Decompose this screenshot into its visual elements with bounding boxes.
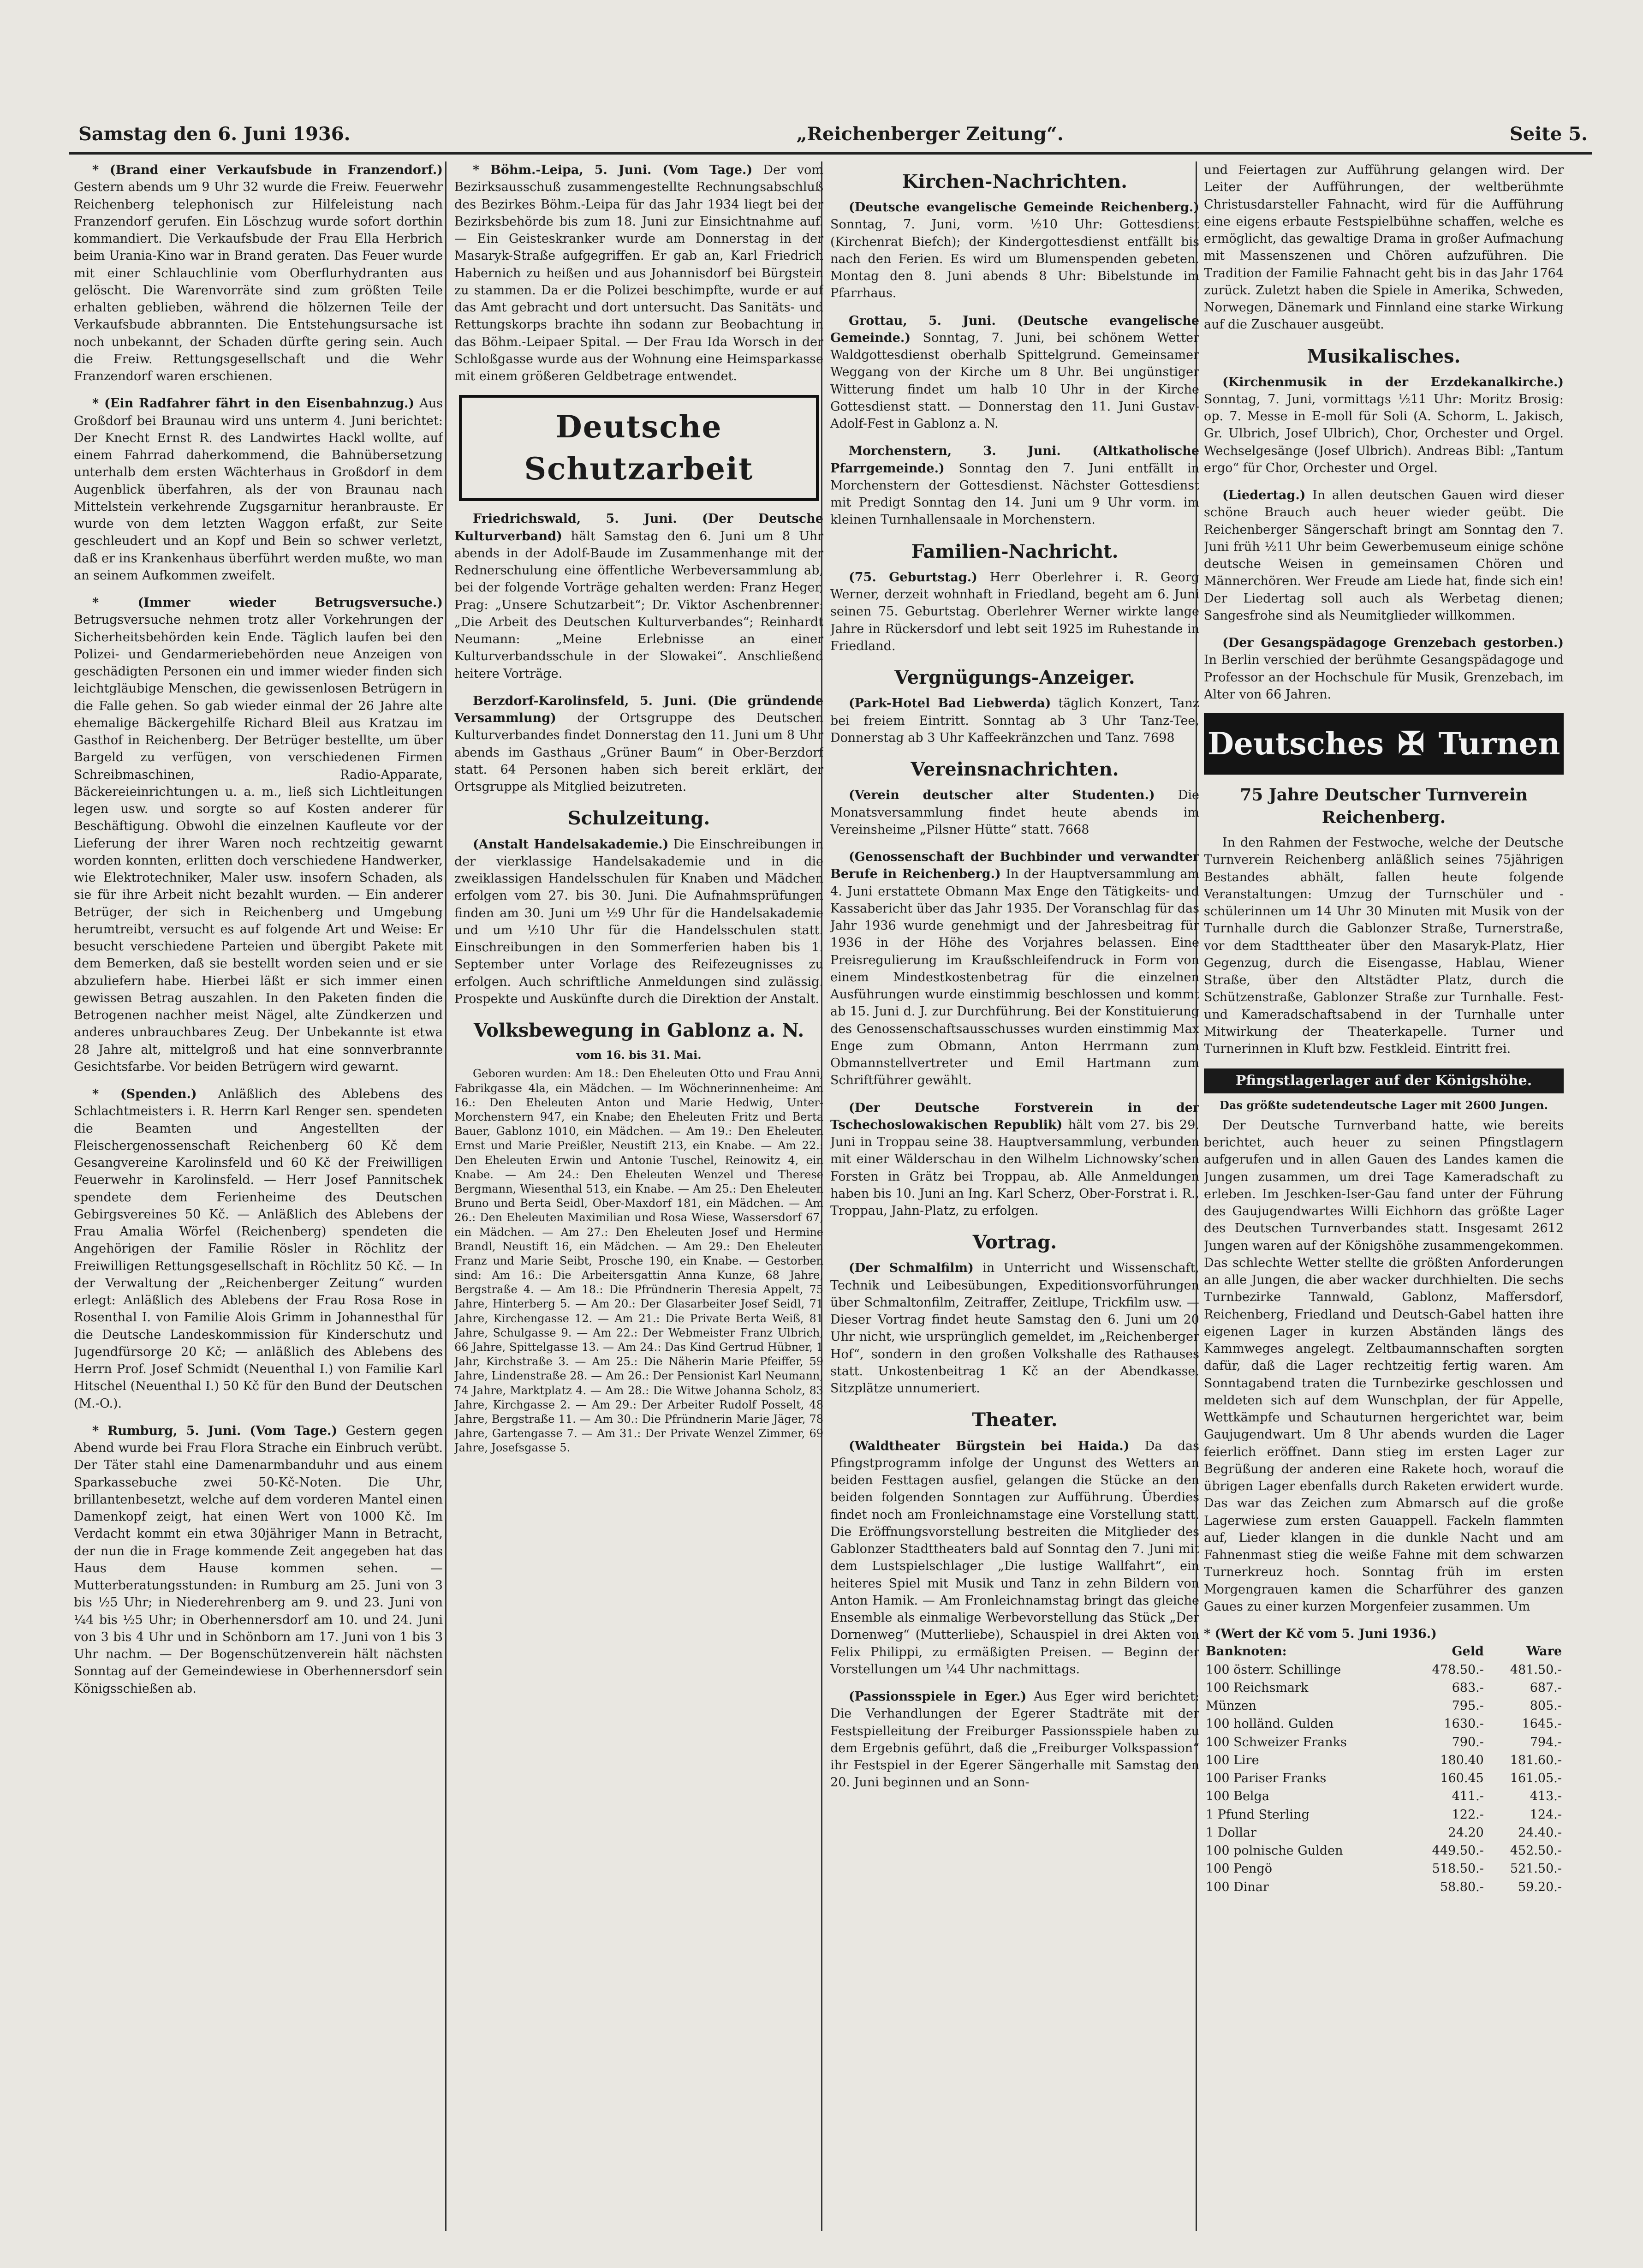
table-cell: 124.- <box>1530 1807 1562 1822</box>
table-cell: 790.- <box>1452 1735 1484 1749</box>
section-banner-schutzarbeit: Deutsche Schutzarbeit <box>459 395 819 501</box>
table-cell: 521.50.- <box>1510 1862 1562 1876</box>
header-page-number: Seite 5. <box>1509 123 1588 145</box>
column-2 <box>454 161 823 2240</box>
article <box>74 161 443 385</box>
banner-left-word: Deutsches <box>1207 725 1384 762</box>
section-subtitle: 75 Jahre Deutscher Turnverein Reichenberg. <box>1240 785 1528 828</box>
table-row <box>1204 1697 1564 1715</box>
article-text: In allen deutschen Gauen wird dieser schöne Brauch auch heuer wieder geübt. Die Reichenberger Sängerschaft bringt am Sonntag den 7. Juni früh ½11 Uhr beim Gewerbemuseum einige schöne deutsche Weisen in gemeinsamen Chören und Männerchören. Wer Freude am Liede hat, finde sich ein! Der Liedertag soll auch als Werbetag dienen; Sangesfrohe sind als Neumitglieder willkommen. <box>1204 488 1564 623</box>
article-text: in Unterricht und Wissenschaft, Technik und Leibesübungen, Expeditionsvorführungen über Schmaltonfilm, Zeitraffer, Zeitlupe, Trickfilm usw. — Dieser Vortrag findet heute Samstag den 6. Juni um 20 Uhr nicht, wie ursprünglich gemeldet, im „Reichenberger Hof“, sondern in den großen Volkshalle des Rathauses statt. Unkostenbeitrag 1 Kč an der Abendkasse. Sitzplätze unnumeriert. <box>830 1261 1199 1396</box>
table-cell: 683.- <box>1452 1680 1484 1695</box>
section-title: Familien-Nachricht. <box>911 540 1119 562</box>
article <box>74 395 443 584</box>
header-paper-name: „Reichenberger Zeitung“. <box>796 123 1064 145</box>
article-text: Herr Oberlehrer i. R. Georg Werner, derzeit wohnhaft in Friedland, begeht am 6. Juni seinen 75. Geburtstag. Oberlehrer Werner wirkte lange Jahre in Rückersdorf und lebt seit 1925 im Ruhestande in Friedland. <box>830 570 1199 653</box>
table-cell: 478.50.- <box>1432 1662 1484 1677</box>
article-text: In der Hauptversammlung am 4. Juni erstattete Obmann Max Enge den Tätigkeits- und Kassabericht über das Jahr 1935. Der Voranschlag für das Jahr 1936 wurde genehmigt und der Jahresbeitrag für 1936 in der Höhe des Vorjahres belassen. Eine Preisregulierung im Kraußschleifendruck in Form von einem Mindestkostenbetrag für die einzelnen Ausführungen wurde einstimmig beschlossen und kommt ab 15. Juni d. J. zur Durchführung. Bei der Konstituierung des Genossenschaftsausschusses wurden einstimmig Max Enge zum Obmann, Anton Herrmann zum Obmannstellvertreter und Emil Hartmann zum Schriftführer gewählt. <box>830 867 1199 1088</box>
table-row <box>1204 1806 1564 1824</box>
table-cell: 181.60.- <box>1510 1753 1562 1767</box>
page-header <box>78 118 1588 150</box>
article-text: Da das Pfingstprogramm infolge der Ungunst des Wetters an beiden Festtagen ausfiel, gelangen die Stücke an den beiden folgenden Sonntagen zur Aufführung. Überdies findet noch am Fronleichnamstage eine Vorstellung statt. Die Eröffnungsvorstellung bestreiten die Mitglieder des Gablonzer Stadttheaters bald auf Sonntag den 7. Juni mit dem Lustspielschlager „Die lustige Wallfahrt“, ein heiteres Spiel mit Musik und Tanz in zehn Bildern von Anton Hamik. — Am Fronleichnamstag bringt das gleiche Ensemble als einmalige Werbevorstellung das Stück „Der Dornenweg“ (Mutterliebe), Schauspiel in drei Akten von Felix Philippi, zu ermäßigten Preisen. — Beginn der Vorstellungen um ¼4 Uhr nachmittags. <box>830 1438 1199 1677</box>
article-heading: (Der Schmalfilm) <box>849 1261 974 1276</box>
article-heading: * (Brand einer Verkaufsbude in Franzendorf.) <box>92 163 443 177</box>
exchange-rates-table <box>1204 1642 1564 1896</box>
table-cell: 122.- <box>1452 1807 1484 1822</box>
article-text: In Berlin verschied der berühmte Gesangspädagoge und Professor an der Hochschule für Musik, Grenzebach, im Alter von 66 Jahren. <box>1204 653 1564 702</box>
table-cell: Münzen <box>1206 1699 1257 1713</box>
turner-cross-icon: ✠ <box>1397 724 1425 763</box>
section-title: Volksbewegung in Gablonz a. N. <box>473 1020 804 1042</box>
table-row <box>1204 1751 1564 1769</box>
article <box>830 1099 1199 1220</box>
table-row <box>1204 1842 1564 1860</box>
article-text: Sonntag, 7. Juni, bei schönem Wetter Waldgottesdienst oberhalb Spittelgrund. Gemeinsamer Weggang von der Kirche um 8 Uhr. Bei ungünstiger Witterung findet um halb 10 Uhr in der Kirche Gottesdienst statt. — Donnerstag den 11. Juni Gustav-Adolf-Fest in Gablonz a. N. <box>830 330 1199 431</box>
article-heading: (Anstalt Handelsakademie.) <box>473 837 669 852</box>
section-title: Theater. <box>972 1409 1058 1431</box>
article-heading: (Waldtheater Bürgstein bei Haida.) <box>849 1438 1130 1453</box>
article <box>1204 834 1564 1057</box>
table-row <box>1204 1860 1564 1878</box>
table-cell: 100 polnische Gulden <box>1206 1844 1343 1858</box>
table-cell: 795.- <box>1452 1699 1484 1713</box>
section-title: Kirchen-Nachrichten. <box>902 171 1128 192</box>
article-text: Gestern gegen Abend wurde bei Frau Flora Strache ein Einbruch verübt. Der Täter stahl eine Damenarmbanduhr und aus einem Sparkassebuche zwei 50-Kč-Noten. Die Uhr, brillantenbesetzt, welche auf dem vorderen Mantel einen Damenkopf zeigt, hat einen Wert von 1000 Kč. Im Verdacht kommt ein etwa 30jähriger Mann in Betracht, der nun die in Frage kommende Zeit angegeben hat das Haus dem Hause kommen sehen. — Mutterberatungsstunden: in Rumburg am 25. Juni von 3 bis ½5 Uhr; in Niederehrenberg am 9. und 23. Juni von ¼4 bis ½5 Uhr; in Oberhennersdorf am 10. und 24. Juni von 3 bis 4 Uhr und in Schönborn am 17. Juni von 1 bis 3 Uhr nachm. — Der Bogenschützenverein hält nächsten Sonntag auf der Gemeindewiese in Oberhennersdorf sein Königsschießen ab. <box>74 1423 443 1696</box>
table-cell: 449.50.- <box>1432 1844 1484 1858</box>
article-heading: * Rumburg, 5. Juni. (Vom Tage.) <box>92 1423 338 1438</box>
table-cell: 1645.- <box>1522 1717 1562 1731</box>
article <box>454 510 823 682</box>
table-cell: 1630.- <box>1444 1717 1484 1731</box>
table-row <box>1204 1787 1564 1805</box>
article <box>830 1438 1199 1678</box>
table-cell: 100 Reichsmark <box>1206 1680 1309 1695</box>
article-heading: (Genossenschaft der Buchbinder und verwandter Berufe in Reichenberg.) <box>830 850 1199 882</box>
column-divider <box>445 161 446 2231</box>
table-cell: 59.20.- <box>1518 1880 1562 1894</box>
article-heading: (Der Deutsche Forstverein in der Tschechoslowakischen Republik) <box>830 1100 1199 1132</box>
table-cell: 100 Pariser Franks <box>1206 1771 1327 1786</box>
article-heading: Morchenstern, 3. Juni. (Altkatholische Pfarrgemeinde.) <box>830 444 1199 476</box>
table-cell: 100 Pengö <box>1206 1862 1272 1876</box>
article <box>454 836 823 1008</box>
article <box>830 1259 1199 1397</box>
article-heading: (Kirchenmusik in der Erzdekanalkirche.) <box>1222 375 1564 389</box>
header-date: Samstag den 6. Juni 1936. <box>78 123 351 145</box>
article <box>1204 161 1564 334</box>
table-cell: 180.40 <box>1440 1753 1484 1767</box>
table-header-cell: Ware <box>1526 1644 1562 1659</box>
section-title: Vortrag. <box>972 1231 1057 1253</box>
article-heading: (Liedertag.) <box>1222 488 1306 503</box>
table-cell: 100 Lire <box>1206 1753 1259 1767</box>
article <box>830 199 1199 302</box>
article <box>454 161 823 385</box>
article <box>454 1067 823 1455</box>
article <box>830 442 1199 528</box>
table-cell: 100 Belga <box>1206 1789 1269 1804</box>
article-heading: * Böhm.-Leipa, 5. Juni. (Vom Tage.) <box>473 163 753 177</box>
table-cell: 687.- <box>1530 1680 1562 1695</box>
article <box>830 1688 1199 1791</box>
section-title: Vereinsnachrichten. <box>911 758 1119 781</box>
article-heading: (Der Gesangspädagoge Grenzebach gestorben.) <box>1222 636 1564 651</box>
article-heading: Friedrichswald, 5. Juni. (Der Deutsche Kulturverband) <box>454 512 823 543</box>
article-text: Der Deutsche Turnverband hatte, wie bereits berichtet, auch heuer zu seinen Pfingstlagern aufgerufen und in allen Gauen des Landes kamen die Jungen zusammen, um drei Tage Kameradschaft zu erleben. Im Jeschken-Iser-Gau fand unter der Führung des Gaujugendwartes Willi Eichhorn das größte Lager des Deutschen Turnverbandes statt. Insgesamt 2612 Jungen waren auf der Königshöhe zusammengekommen. Das schlechte Wetter stellte die größten Anforderungen an alle Jungen, die aber wacker durchhielten. Die sechs Turnbezirke Tannwald, Gablonz, Maffersdorf, Reichenberg, Friedland und Deutsch-Gabel hatten ihre eigenen Lager in kurzen Abständen längs des Kammweges angelegt. Zeltbaumannschaften sorgten dafür, daß die Lager rechtzeitig fertig waren. Am Sonntagabend traten die Turnbezirke geschlossen und meldeten sich auf dem Wunschplan, der für Appelle, Wettkämpfe und Schauturnen hergerichtet war, beim Gaujugendwart. Um 8 Uhr abends wurden die Lager feierlich eröffnet. Dann stieg im ersten Lager zur Begrüßung der anderen eine Rakete hoch, worauf die übrigen Lager ebenfalls durch Raketen erwidert wurde. Das war das Zeichen zum Abmarsch auf die große Lagerwiese zum ersten Gauappell. Fackeln flammten auf, Lieder klangen in die dunkle Nacht und am Fahnenmast stieg die weiße Fahne mit dem schwarzen Turnerkreuz hoch. Sonntag früh im ersten Morgengrauen kamen die Scharführer des ganzen Gaues zu einer kurzen Morgenfeier zusammen. Um <box>1204 1118 1564 1614</box>
table-cell: 160.45 <box>1440 1771 1484 1786</box>
table-header-row <box>1204 1642 1564 1660</box>
table-row <box>1204 1733 1564 1751</box>
article-text: hält vom 27. bis 29. Juni in Troppau seine 38. Hauptversammlung, verbunden mit einer Wälderschau in den Wilhelm Lichnowsky’schen Forsten in Grätz bei Troppau, ab. Alle Anmeldungen haben bis 10. Juni an Ing. Karl Scherz, Ober-Forstrat i. R., Troppau, Jahn-Platz, zu erfolgen. <box>830 1117 1199 1218</box>
column-4 <box>1204 161 1564 2240</box>
article-text: Aus Großdorf bei Braunau wird uns unterm 4. Juni berichtet: Der Knecht Ernst R. des Landwirtes Hackl wollte, auf einem Fahrrad daherkommend, die Bahnübersetzung unterhalb dem ersten Wächterhaus in Großdorf in dem Augenblick überfahren, als der von Braunau nach Mittelstein verkehrende Zugsgarnitur heranbrauste. Er wurde von dem letzten Waggon erfaßt, zur Seite geschleudert und an Kopf und Bein so schwer verletzt, daß er ins Krankenhaus überführt werden mußte, wo man an seinem Aufkommen zweifelt. <box>74 396 443 583</box>
table-cell: 100 holländ. Gulden <box>1206 1717 1334 1731</box>
article-heading: (Deutsche evangelische Gemeinde Reichenberg.) <box>849 200 1199 215</box>
table-cell: 411.- <box>1452 1789 1484 1804</box>
column-1 <box>74 161 443 2240</box>
table-row <box>1204 1878 1564 1896</box>
article <box>830 695 1199 746</box>
article-text: Der vom Bezirksausschuß zusammengestellte Rechnungsabschluß des Bezirkes Böhm.-Leipa für das Jahr 1934 liegt bei der Bezirksbehörde bis zum 18. Juni zur Einsichtnahme auf. — Ein Geisteskranker wurde am Donnerstag in der Masaryk-Straße aufgegriffen. Er gab an, Karl Friedrich Habernich zu heißen und aus Johannisdorf bei Bürgstein zu stammen. Da er die Polizei beschimpfte, wurde er auf das Amt gebracht und dort untersucht. Das Sanitäts- und Rettungskorps brachte ihn sodann zur Beobachtung in das Böhm.-Leipaer Spital. — Der Frau Ida Worsch in der Schloßgasse wurde aus der Wohnung eine Heimsparkasse mit einem größeren Geldbetrage entwendet. <box>454 163 823 383</box>
article-text: der Ortsgruppe des Deutschen Kulturverbandes findet Donnerstag den 11. Juni um 8 Uhr abends im Gasthaus „Grüner Baum“ in Ober-Berzdorf statt. 64 Personen haben sich bereit erklärt, der Ortsgruppe als Mitglied beizutreten. <box>454 711 823 794</box>
article-heading: (Park-Hotel Bad Liebwerda) <box>849 696 1051 711</box>
article <box>830 848 1199 1089</box>
table-cell: 100 österr. Schillinge <box>1206 1662 1341 1677</box>
article <box>1204 487 1564 624</box>
article <box>1204 634 1564 703</box>
table-cell: 452.50.- <box>1510 1844 1562 1858</box>
section-title: Vergnügungs-Anzeiger. <box>894 667 1135 689</box>
table-cell: 58.80.- <box>1440 1880 1484 1894</box>
table-cell: 100 Schweizer Franks <box>1206 1735 1347 1749</box>
table-cell: 161.05.- <box>1510 1771 1562 1786</box>
table-cell: 24.20 <box>1448 1825 1484 1840</box>
article-text: Die Monatsversammlung findet heute abends im Vereinsheime „Pilsner Hütte“ statt. 7668 <box>830 788 1199 837</box>
article <box>1204 374 1564 477</box>
article <box>830 312 1199 433</box>
article-text: Betrugsversuche nehmen trotz aller Vorkehrungen der Sicherheitsbehörden kein Ende. Täglich laufen bei den Polizei- und Gendarmeriebehörden neue Anzeigen von geschädigten Personen ein und immer wieder finden sich leichtgläubige Menschen, die gewissenlosen Betrügern in die Falle gehen. So gab wieder einmal der 26 Jahre alte ehemalige Bäckergehilfe Richard Bleil aus Kratzau im Gasthof in Reichenberg. Der Betrüger bestellte, um über Bargeld zu verfügen, von verschiedenen Firmen Schreibmaschinen, Radio-Apparate, Bäckereieinrichtungen u. a. m., ließ sich Lichtleitungen legen usw. und sorgte so auf Kosten anderer für Beschäftigung. Obwohl die einzelnen Kaufleute vor der Lieferung der ihrer Waren noch rechtzeitig gewarnt worden konnten, erlitten doch verschiedene Handwerker, wie Elektrotechniker, Maler usw. insofern Schaden, als sie für ihre Arbeit nicht bezahlt wurden. — Ein anderer Betrüger, der sich in Reichenberg und Umgebung herumtreibt, versucht es auf folgende Art und Weise: Er besucht verschiedene Parteien und übergibt Pakete mit dem Bemerken, daß sie bestellt worden seien und er sie abzuliefern habe. Hierbei läßt er sich immer einen gewissen Betrag auszahlen. In den Paketen finden die Betrogenen nachher meist Nägel, alte Zündkerzen und anderes unbrauchbares Zeug. Der Unbekannte ist etwa 28 Jahre alt, mittelgroß und hat eine sonnverbrannte Gesichtsfarbe. Vor beiden Betrügern wird gewarnt. <box>74 613 443 1074</box>
table-cell: 1 Pfund Sterling <box>1206 1807 1310 1822</box>
article-text: Geboren wurden: Am 18.: Den Eheleuten Otto und Frau Anni, Fabrikgasse 4la, ein Mädchen. — Im Wöchnerinnenheime: Am 16.: Den Eheleuten Anton und Marie Hedwig, Unter-Morchenstern 947, ein Knabe; den Eheleuten Fritz und Berta Bauer, Gablonz 1010, ein Mädchen. — Am 19.: Den Eheleuten Ernst und Marie Preißler, Neustift 213, ein Knabe. — Am 22.: Den Eheleuten Erwin und Antonie Tuschel, Reinowitz 4, ein Knabe. — Am 24.: Den Eheleuten Wenzel und Therese Bergmann, Wiesenthal 513, ein Knabe. — Am 25.: Den Eheleuten Bruno und Berta Seidl, Ober-Maxdorf 181, ein Mädchen. — Am 26.: Den Eheleuten Maximilian und Rosa Wiese, Wassersdorf 67, ein Mädchen. — Am 27.: Den Eheleuten Josef und Hermine Brandl, Neustift 16, ein Mädchen. — Am 29.: Den Eheleuten Franz und Marie Seibt, Prosche 190, ein Knabe. — Gestorben sind: Am 16.: Die Arbeitersgattin Anna Kunze, 68 Jahre, Bergstraße 4. — Am 18.: Die Pfründnerin Theresia Appelt, 75 Jahre, Hinterberg 5. — Am 20.: Der Glasarbeiter Josef Seidl, 71 Jahre, Kirchengasse 12. — Am 21.: Die Private Berta Weiß, 81 Jahre, Schulgasse 9. — Am 22.: Der Webmeister Franz Ulbrich, 66 Jahre, Spittelgasse 13. — Am 24.: Das Kind Gertrud Hübner, 1 Jahr, Kirchstraße 3. — Am 25.: Die Näherin Marie Pfeiffer, 59 Jahre, Lindenstraße 28. — Am 26.: Der Pensionist Karl Neumann, 74 Jahre, Marktplatz 4. — Am 28.: Die Witwe Johanna Scholz, 83 Jahre, Kirchgasse 2. — Am 29.: Der Arbeiter Rudolf Posselt, 48 Jahre, Bergstraße 11. — Am 30.: Die Pfründnerin Marie Jäger, 78 Jahre, Gartengasse 7. — Am 31.: Der Private Wenzel Zimmer, 69 Jahre, Josefsgasse 5. <box>454 1067 823 1455</box>
article-text: Anläßlich des Ablebens des Schlachtmeisters i. R. Herrn Karl Renger sen. spendeten die Beamten und Angestellten der Fleischergenossenschaft Reichenberg 60 Kč dem Gesangvereine Karolinsfeld und 60 Kč der Freiwilligen Feuerwehr in Karolinsfeld. — Herr Josef Pannitschek spendete dem Ferienheime des Deutschen Gebirgsvereines 50 Kč. — Anläßlich des Ablebens der Frau Amalia Wörfel (Reichenberg) spendeten die Angehörigen der Familie Rösler in Röchlitz der Freiwilligen Rettungsgesellschaft in Röchlitz 50 Kč. — In der Verwaltung der „Reichenberger Zeitung“ wurden erlegt: Anläßlich des Ablebens der Frau Rosa Rose in Rosenthal I. von Familie Alois Grimm in Johannesthal für die Deutsche Landeskommission für Kinderschutz und Jugendfürsorge 20 Kč; — anläßlich des Ablebens des Herrn Prof. Josef Schmidt (Neuenthal I.) von Familie Karl Hitschel (Neuenthal I.) 50 Kč für den Bund der Deutschen (M.-O.). <box>74 1087 443 1411</box>
article-text: und Feiertagen zur Aufführung gelangen wird. Der Leiter der Aufführungen, der weltberühmte Christusdarsteller Fahnacht, wird für die Aufführung eine eigens erbaute Festspielbühne schaffen, welche es ermöglicht, das gewaltige Drama in großer Aufmachung mit Massenszenen und Chören aufzuführen. Die Tradition der Familie Fahnacht geht bis in das Jahr 1764 zurück. Zuletzt haben die Spiele in Amerika, Schweden, Norwegen, Dänemark und Finnland eine starke Wirkung auf die Zuschauer ausgeübt. <box>1204 163 1564 332</box>
article-text: Sonntag, 7. Juni, vorm. ½10 Uhr: Gottesdienst (Kirchenrat Biefch); der Kindergottesdienst entfällt bis nach den Ferien. Es wird um Blumenspenden gebeten. Montag den 8. Juni abends 8 Uhr: Bibelstunde im Pfarrhaus. <box>830 217 1199 301</box>
table-row <box>1204 1824 1564 1842</box>
article-text: täglich Konzert, Tanz bei freiem Eintritt. Sonntag ab 3 Uhr Tanz-Tee, Donnerstag ab 3 Uhr Kaffeekränzchen und Tanz. 7698 <box>830 696 1199 745</box>
article-heading: Berzdorf-Karolinsfeld, 5. Juni. (Die gründende Versammlung) <box>454 693 823 726</box>
table-cell: 1 Dollar <box>1206 1825 1256 1840</box>
article <box>74 1422 443 1697</box>
article-text: Sonntag den 7. Juni entfällt in Morchenstern der Gottesdienst. Nächster Gottesdienst mit Predigt Sonntag den 14. Juni um 9 Uhr vorm. im kleinen Turnhallensaale in Morchenstern. <box>830 461 1199 527</box>
article <box>454 692 823 796</box>
table-header-cell: Geld <box>1452 1644 1484 1659</box>
table-cell: 794.- <box>1530 1735 1562 1749</box>
exchange-rates-title: * (Wert der Kč vom 5. Juni 1936.) <box>1204 1627 1437 1641</box>
table-row <box>1204 1769 1564 1787</box>
table-row <box>1204 1679 1564 1697</box>
table-body <box>1204 1661 1564 1896</box>
banner-right-word: Turnen <box>1438 725 1560 762</box>
article-heading: * (Immer wieder Betrugsversuche.) <box>92 596 443 610</box>
section-title: Musikalisches. <box>1307 345 1461 367</box>
section-banner-turnen <box>1204 713 1564 775</box>
article <box>74 1086 443 1412</box>
article-heading: Grottau, 5. Juni. (Deutsche evangelische Gemeinde.) <box>830 313 1199 345</box>
section-title: Schulzeitung. <box>567 807 710 830</box>
article-heading: * (Ein Radfahrer fährt in den Eisenbahnzug.) <box>92 396 415 411</box>
article-heading: (75. Geburtstag.) <box>849 570 977 585</box>
table-cell: 24.40.- <box>1518 1825 1562 1840</box>
article <box>830 787 1199 838</box>
article-text: hält Samstag den 6. Juni um 8 Uhr abends in der Adolf-Baude im Zusammenhange mit der Rednerschulung eine öffentliche Werbeversammlung ab, bei der folgende Vorträge gehalten werden: Franz Heger, Prag: „Unsere Schutzarbeit“; Dr. Viktor Aschenbrenner: „Die Arbeit des Deutschen Kulturverbandes“; Reinhardt Neumann: „Meine Erlebnisse an einer Kulturverbandsschule in der Slowakei“. Anschließend heitere Vorträge. <box>454 529 823 681</box>
article-heading: (Passionsspiele in Eger.) <box>849 1689 1027 1704</box>
article-heading: (Verein deutscher alter Studenten.) <box>849 788 1155 803</box>
article-heading: * (Spenden.) <box>92 1087 197 1101</box>
article <box>830 569 1199 655</box>
table-header-cell: Banknoten: <box>1206 1644 1287 1659</box>
article-text: Die Einschreibungen in der vierklassige Handelsakademie und in die zweiklassigen Handelsschulen für Knaben und Mädchen erfolgen vom 27. bis 30. Juni. Die Aufnahmsprüfungen finden am 30. Juni um ½9 Uhr für die Handelsakademie und um ½10 Uhr für die Handelsschulen statt. Einschreibungen in den Sommerferien haben bis 1. September unter Vorlage des Reifezeugnisses zu erfolgen. Auch schriftliche Anmeldungen sind zulässig. Prospekte und Auskünfte durch die Direktion der Anstalt. <box>454 837 823 1006</box>
table-cell: 100 Dinar <box>1206 1880 1269 1894</box>
header-rule <box>69 152 1592 155</box>
table-cell: 413.- <box>1530 1789 1562 1804</box>
article <box>74 594 443 1075</box>
article-text: Sonntag, 7. Juni, vormittags ½11 Uhr: Moritz Brosig: op. 7. Messe in E-moll für Soli (A. Schorm, L. Jakisch, Gr. Ulbrich, Josef Ulbrich), Chor, Orchester und Orgel. Wechselgesänge (Josef Ulbrich). Andreas Bibl: „Tantum ergo“ für Chor, Orchester und Orgel. <box>1204 392 1564 475</box>
table-cell: 481.50.- <box>1510 1662 1562 1677</box>
table-row <box>1204 1715 1564 1733</box>
section-subtitle: Das größte sudetendeutsche Lager mit 2600 Jungen. <box>1220 1098 1548 1112</box>
table-row <box>1204 1661 1564 1679</box>
article-text: In den Rahmen der Festwoche, welche der Deutsche Turnverein Reichenberg anläßlich seines 75jährigen Bestandes abhält, fallen heute folgende Veranstaltungen: Umzug der Turnschüler und -schülerinnen um 14 Uhr 30 Minuten mit Musik von der Turnhalle durch die Gablonzer Straße, Turnerstraße, vor dem Stadttheater über den Masaryk-Platz, Hier Gegenzug, durch die Eisengasse, Hablau, Wiener Straße, über den Altstädter Platz, durch die Schützenstraße, Gablonzer Straße zur Turnhalle. Fest- und Kameradschaftsabend in der Turnhalle unter Mitwirkung der Theaterkapelle. Turner und Turnerinnen in Kluft bzw. Festkleid. Eintritt frei. <box>1204 836 1564 1056</box>
section-title-inverted: Pfingstlagerlager auf der Königshöhe. <box>1204 1068 1564 1093</box>
article <box>1204 1117 1564 1615</box>
table-cell: 518.50.- <box>1432 1862 1484 1876</box>
section-subtitle: vom 16. bis 31. Mai. <box>576 1048 702 1062</box>
column-3 <box>830 161 1199 2240</box>
article-text: Gestern abends um 9 Uhr 32 wurde die Freiw. Feuerwehr Reichenberg telephonisch zur Hilfeleistung nach Franzendorf gerufen. Ein Löschzug wurde sofort dorthin kommandiert. Die Verkaufsbude der Frau Ella Herbrich beim Urania-Kino war in Brand geraten. Das Feuer wurde mit einer Schlauchlinie vom Oberflurhydranten aus gelöscht. Die Warenvorräte sind zum größten Teile erhalten geblieben, während die hölzernen Teile der Verkaufsbude abbrannten. Die Entstehungsursache ist noch unbekannt, der Schaden dürfte gering sein. Auch die Freiw. Rettungsgesellschaft und die Wehr Franzendorf waren erschienen. <box>74 180 443 383</box>
table-cell: 805.- <box>1530 1699 1562 1713</box>
article-text: Aus Eger wird berichtet: Die Verhandlungen der Egerer Stadträte mit der Festspielleitung der Freiburger Passionsspiele haben zu dem Ergebnis geführt, daß die „Freiburger Volkspassion“ ihr Festspiel in der Egerer Sängerhalle mit Samstag den 20. Juni beginnen und an Sonn- <box>830 1689 1199 1790</box>
